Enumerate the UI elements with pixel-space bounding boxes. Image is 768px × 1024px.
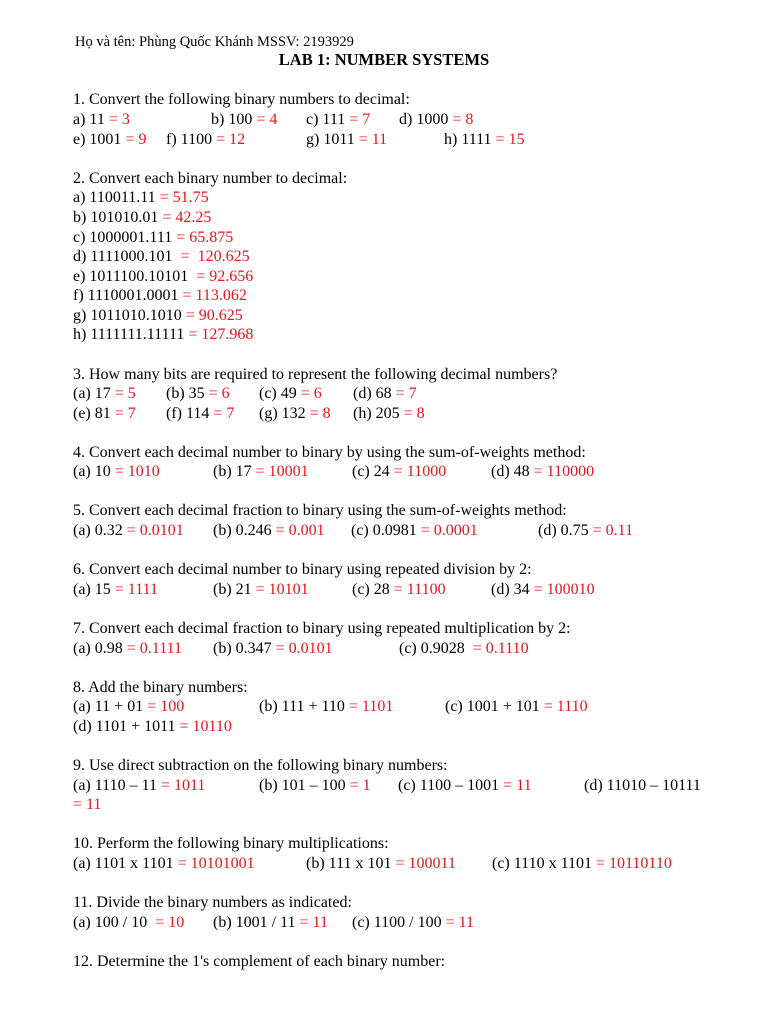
q6-row (73, 580, 693, 599)
q2-item-c: c) 1000001.111 = 65.875 (73, 229, 234, 246)
q7-question: 7. Convert each decimal fraction to binary using repeated multiplication by 2: (73, 620, 571, 637)
q8-item-d: (d) 1101 + 1011 = 10110 (73, 718, 232, 735)
q7-row (73, 639, 693, 658)
q4-item-c: (c) 24 = 11000 (352, 463, 447, 480)
q7-item-c: (c) 0.9028 = 0.1110 (399, 640, 529, 657)
q1-item-f: f) 1100 = 12 (166, 131, 246, 148)
q11-row (73, 913, 693, 932)
q1-item-c: c) 111 = 7 (306, 111, 371, 128)
q8-item-c: (c) 1001 + 101 = 1110 (445, 698, 588, 715)
q8-question: 8. Add the binary numbers: (73, 679, 248, 696)
q5-row (73, 521, 693, 540)
q11-item-a: (a) 100 / 10 = 10 (73, 914, 185, 931)
q7-item-b: (b) 0.347 = 0.0101 (213, 640, 333, 657)
q8-item-a: (a) 11 + 01 = 100 (73, 698, 185, 715)
q3-item-d: (d) 68 = 7 (353, 385, 417, 402)
q4-item-b: (b) 17 = 10001 (213, 463, 309, 480)
q4-question: 4. Convert each decimal number to binary by using the sum-of-weights method: (73, 444, 586, 461)
q3-item-b: (b) 35 = 6 (166, 385, 230, 402)
q9-item-c: (c) 1100 – 1001 = 11 (398, 777, 532, 794)
q3-item-f: (f) 114 = 7 (166, 405, 235, 422)
q10-question: 10. Perform the following binary multiplications: (73, 835, 389, 852)
q2-question: 2. Convert each binary number to decimal: (73, 170, 348, 187)
q7-item-a: (a) 0.98 = 0.1111 (73, 640, 183, 657)
q4-row (73, 462, 693, 481)
q9-item-b: (b) 101 – 100 = 1 (259, 777, 371, 794)
q3-item-c: (c) 49 = 6 (259, 385, 322, 402)
q3-item-g: (g) 132 = 8 (259, 405, 331, 422)
q12-question: 12. Determine the 1's complement of each binary number: (73, 953, 446, 970)
q6-item-b: (b) 21 = 10101 (213, 581, 309, 598)
page-title: LAB 1: NUMBER SYSTEMS (278, 50, 490, 69)
q1-row2 (73, 130, 693, 149)
q9-item-d: (d) 11010 – 10111 (584, 777, 701, 794)
q8-row1 (73, 697, 693, 716)
student-header: Họ và tên: Phùng Quốc Khánh MSSV: 2193929 (75, 34, 354, 50)
q4-item-a: (a) 10 = 1010 (73, 463, 160, 480)
q1-item-g: g) 1011 = 11 (306, 131, 388, 148)
q9-item-a: (a) 1110 – 11 = 1011 (73, 777, 206, 794)
q11-question: 11. Divide the binary numbers as indicated: (73, 894, 352, 911)
q2-item-b: b) 101010.01 = 42.25 (73, 209, 212, 226)
q9-question: 9. Use direct subtraction on the following binary numbers: (73, 757, 448, 774)
q3-row2 (73, 404, 693, 423)
q2-item-a: a) 110011.11 = 51.75 (73, 189, 209, 206)
q2-item-e: e) 1011100.10101 = 92.656 (73, 268, 254, 285)
q11-item-b: (b) 1001 / 11 = 11 (213, 914, 328, 931)
q5-item-a: (a) 0.32 = 0.0101 (73, 522, 184, 539)
q3-item-e: (e) 81 = 7 (73, 405, 136, 422)
q1-item-a: a) 11 = 3 (73, 111, 130, 128)
q5-item-c: (c) 0.0981 = 0.0001 (351, 522, 478, 539)
q3-item-h: (h) 205 = 8 (353, 405, 425, 422)
q5-question: 5. Convert each decimal fraction to binary using the sum-of-weights method: (73, 502, 567, 519)
q11-item-c: (c) 1100 / 100 = 11 (352, 914, 475, 931)
q10-item-b: (b) 111 x 101 = 100011 (306, 855, 456, 872)
q5-item-d: (d) 0.75 = 0.11 (538, 522, 634, 539)
q9-item-d-answer: = 11 (73, 796, 102, 813)
q10-item-a: (a) 1101 x 1101 = 10101001 (73, 855, 255, 872)
q2-item-g: g) 1011010.1010 = 90.625 (73, 307, 243, 324)
q4-item-d: (d) 48 = 110000 (491, 463, 595, 480)
q3-item-a: (a) 17 = 5 (73, 385, 136, 402)
q5-item-b: (b) 0.246 = 0.001 (213, 522, 325, 539)
q3-question: 3. How many bits are required to represent the following decimal numbers? (73, 366, 558, 383)
q8-item-b: (b) 111 + 110 = 1101 (259, 698, 394, 715)
q1-item-d: d) 1000 = 8 (399, 111, 474, 128)
q6-item-c: (c) 28 = 11100 (352, 581, 446, 598)
q3-row1 (73, 384, 693, 403)
q10-item-c: (c) 1110 x 1101 = 10110110 (492, 855, 672, 872)
q2-item-f: f) 1110001.0001 = 113.062 (73, 287, 247, 304)
q2-item-h: h) 1111111.11111 = 127.968 (73, 326, 254, 343)
q1-item-b: b) 100 = 4 (211, 111, 278, 128)
q1-row1 (73, 110, 693, 129)
q6-item-a: (a) 15 = 1111 (73, 581, 159, 598)
q1-question: 1. Convert the following binary numbers to decimal: (73, 91, 410, 108)
q9-row (73, 776, 723, 795)
q1-item-h: h) 1111 = 15 (444, 131, 525, 148)
q10-row (73, 854, 723, 873)
q6-question: 6. Convert each decimal number to binary using repeated division by 2: (73, 561, 532, 578)
q1-item-e: e) 1001 = 9 (73, 131, 147, 148)
q6-item-d: (d) 34 = 100010 (491, 581, 595, 598)
q2-item-d: d) 1111000.101 = 120.625 (73, 248, 250, 265)
